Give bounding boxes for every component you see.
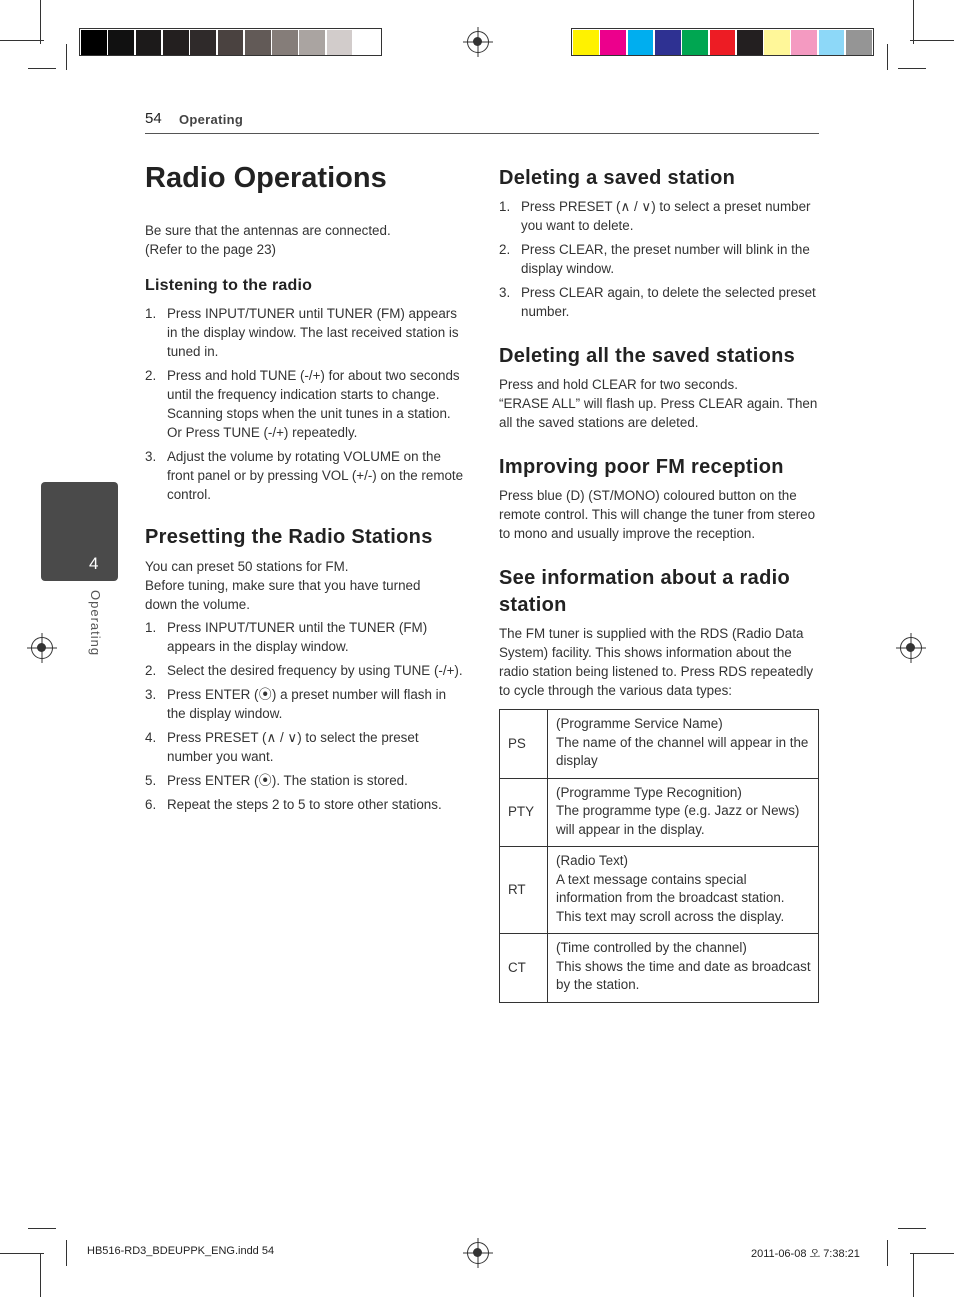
crop-mark [40,1253,41,1297]
list-item: 2. Press and hold TUNE (-/+) for about two seconds until the frequency indication starts to change. Scanning stops when the unit tunes in a station. Or Press TUNE (-/+) repeatedly. [145,368,460,440]
rds-heading [499,565,819,619]
color-swatch [682,30,708,55]
chapter-label: Operating [88,590,103,657]
rds-desc-line: (Time controlled by the channel) [556,940,747,955]
color-swatch [573,30,599,55]
intro-line: (Refer to the page 23) [145,242,277,257]
crop-mark [910,40,954,41]
color-swatch [791,30,817,55]
color-swatch [190,30,216,55]
rds-code: RT [500,847,548,934]
chapter-number: 4 [89,554,99,573]
color-swatch [655,30,681,55]
rds-description [548,778,819,847]
page-title: Radio Operations [145,162,387,194]
registration-mark-icon [31,637,53,659]
crop-mark [887,1240,888,1266]
list-item: 3. Press ENTER (⦿) a preset number will flash in the display window. [145,687,447,721]
deleting-all-line: “ERASE ALL” will flash up. Press CLEAR again. Then all the saved stations are deleted. [499,396,818,430]
rds-description [548,847,819,934]
list-item: 5. Press ENTER (⦿). The station is stored. [145,773,408,788]
crop-mark [28,68,56,69]
color-swatch [764,30,790,55]
color-swatch [628,30,654,55]
rds-heading-line: See information about a radio [499,567,790,589]
crop-mark [898,1228,926,1229]
color-swatch [163,30,189,55]
color-swatch [299,30,325,55]
table-row [500,778,819,847]
color-swatch [710,30,736,55]
registration-mark-icon [467,1242,489,1264]
list-item: 3. Press CLEAR again, to delete the selected preset number. [499,285,816,319]
list-item: 1. Press INPUT/TUNER until TUNER (FM) appears in the display window. The last received station is tuned in. [145,306,459,359]
step-text: Press CLEAR again, to delete the selected preset number. [521,285,816,319]
list-item: 3. Adjust the volume by rotating VOLUME on the front panel or by pressing VOL (+/-) on the remote control. [145,449,464,502]
intro-text [145,221,465,259]
rds-desc-line: (Radio Text) [556,853,628,868]
deleting-all-line: Press and hold CLEAR for two seconds. [499,377,738,392]
step-text: Press PRESET (∧ / ∨) to select a preset number you want to delete. [521,199,811,233]
rds-heading-line: station [499,594,567,616]
color-swatch [272,30,298,55]
crop-mark [898,68,926,69]
footer-timestamp: 2011-06-08 오 7:38:21 [751,1248,860,1260]
presetting-heading: Presetting the Radio Stations [145,526,433,548]
crop-mark [910,1253,954,1254]
rds-code: PTY [500,778,548,847]
intro-line: Be sure that the antennas are connected. [145,223,391,238]
color-swatch [846,30,872,55]
header-rule [145,133,819,134]
rds-desc-line: This shows the time and date as broadcast by the station. [556,958,811,992]
rds-text: The FM tuner is supplied with the RDS (Radio Data System) facility. This shows information about the radio station being listened to. Press RDS repeatedly to cycle through the various data types: [499,626,814,698]
crop-mark [40,0,41,44]
listening-heading: Listening to the radio [145,277,313,294]
step-text: Press PRESET (∧ / ∨) to select the preset number you want. [167,730,419,764]
crop-mark [887,44,888,70]
color-swatch [108,30,134,55]
crop-mark [913,1253,914,1297]
presetting-steps [145,618,465,819]
color-swatch [819,30,845,55]
step-text: Press INPUT/TUNER until TUNER (FM) appears in the display window. The last received station is tuned in. [167,306,459,359]
step-text: Press CLEAR, the preset number will blink in the display window. [521,242,810,276]
step-text: Adjust the volume by rotating VOLUME on the front panel or by pressing VOL (+/-) on the remote control. [167,449,464,502]
crop-mark [913,0,914,44]
color-swatch [136,30,162,55]
crop-mark [0,40,44,41]
presetting-intro-line: You can preset 50 stations for FM. [145,559,349,574]
step-text: Press and hold TUNE (-/+) for about two seconds until the frequency indication starts to change. Scanning stops when the unit tunes in a station. Or Press TUNE (-/+) repeatedly. [167,368,460,440]
deleting-saved-heading: Deleting a saved station [499,167,736,189]
table-row [500,710,819,779]
rds-code: PS [500,710,548,779]
rds-desc-line: (Programme Service Name) [556,716,723,731]
rds-desc-line: The programme type (e.g. Jazz or News) will appear in the display. [556,803,800,837]
crop-mark [0,1253,44,1254]
list-item: 4. Press PRESET (∧ / ∨) to select the preset number you want. [145,730,419,764]
rds-desc-line: (Programme Type Recognition) [556,784,742,800]
table-row [500,847,819,934]
listening-steps [145,304,465,509]
color-swatch [218,30,244,55]
list-item: 2. Press CLEAR, the preset number will blink in the display window. [499,242,810,276]
page-number: 54 [145,110,162,127]
deleting-all-text [499,375,821,432]
deleting-all-heading: Deleting all the saved stations [499,345,796,367]
list-item: 1. Press INPUT/TUNER until the TUNER (FM) appears in the display window. [145,620,428,654]
list-item: 2. Select the desired frequency by using TUNE (-/+). [145,663,463,678]
color-swatch [354,30,380,55]
improving-heading: Improving poor FM reception [499,456,784,478]
footer-file-name: HB516-RD3_BDEUPPK_ENG.indd 54 [87,1245,275,1257]
step-text: Select the desired frequency by using TUNE (-/+). [167,663,463,678]
rds-desc-line: The name of the channel will appear in the display [556,734,809,768]
rds-desc-line: A text message contains special information from the broadcast station. This text may scroll across the display. [556,871,785,924]
rds-description [548,710,819,779]
table-row [500,934,819,1003]
color-swatch [600,30,626,55]
list-item: 1. Press PRESET (∧ / ∨) to select a preset number you want to delete. [499,199,811,233]
deleting-saved-steps [499,197,819,326]
rds-code: CT [500,934,548,1003]
section-name: Operating [179,112,244,127]
step-text: Press ENTER (⦿) a preset number will flash in the display window. [167,687,447,721]
color-swatch [327,30,353,55]
color-swatch [81,30,107,55]
step-text: Press INPUT/TUNER until the TUNER (FM) appears in the display window. [167,620,428,654]
color-swatch [245,30,271,55]
rds-description [548,934,819,1003]
crop-mark [28,1228,56,1229]
color-swatch [737,30,763,55]
registration-mark-icon [900,637,922,659]
rds-table [499,709,819,1003]
presetting-intro-line: Before tuning, make sure that you have turned down the volume. [145,578,421,612]
step-text: Repeat the steps 2 to 5 to store other stations. [167,797,442,812]
improving-text: Press blue (D) (ST/MONO) coloured button on the remote control. This will change the tuner from stereo to mono and usually improve the reception. [499,488,816,541]
presetting-intro [145,557,445,614]
list-item: 6. Repeat the steps 2 to 5 to store other stations. [145,797,442,812]
crop-mark [66,1240,67,1266]
registration-mark-icon [467,31,489,53]
chapter-tab [41,482,118,581]
crop-mark [66,44,67,70]
step-text: Press ENTER (⦿). The station is stored. [167,773,408,788]
